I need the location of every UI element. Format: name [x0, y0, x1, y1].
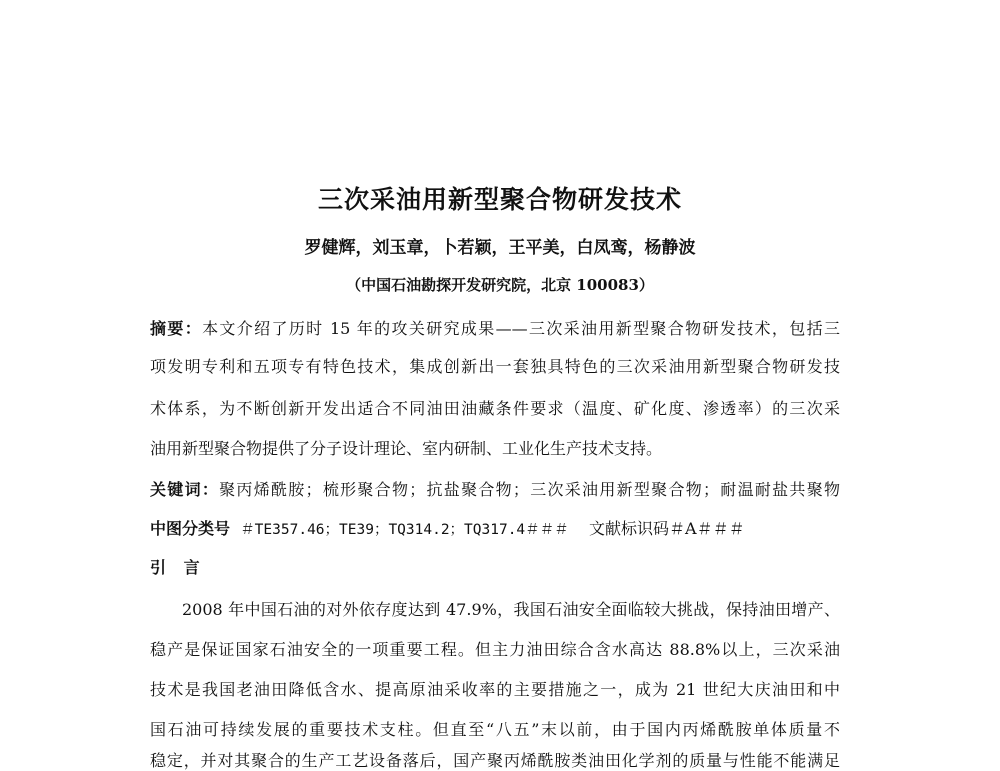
classification-label: 中图分类号: [150, 519, 231, 538]
classification-codes: ＃TE357.46；TE39；TQ314.2；TQ317.4＃＃＃: [240, 522, 569, 538]
abstract-text: 本文介绍了历时 15 年的攻关研究成果——三次采油用新型聚合物研发技术，包括三: [202, 319, 840, 338]
intro-line: 稳定，并对其聚合的生产工艺设备落后，国产聚丙烯酰胺类油田化学剂的质量与性能不能满足: [150, 751, 840, 770]
affiliation: （中国石油勘探开发研究院，北京 100083）: [346, 276, 654, 294]
abstract-line: [150, 316, 840, 339]
section-heading-introduction: 引 言: [150, 558, 206, 577]
keywords-line: [150, 477, 840, 500]
paper-title: 三次采油用新型聚合物研发技术: [317, 185, 682, 214]
intro-line: 国石油可持续发展的重要技术支柱。但直至“八五”末以前，由于国内丙烯酰胺单体质量不: [150, 720, 840, 739]
classification-line: [150, 516, 840, 539]
intro-line: 技术是我国老油田降低含水、提高原油采收率的主要措施之一，成为 21 世纪大庆油田和中: [150, 680, 840, 699]
author-list: 罗健辉，刘玉章，卜若颖，王平美，白凤鸾，杨静波: [304, 238, 696, 258]
keywords-label: 关键词：: [150, 480, 220, 499]
abstract-label: 摘要：: [150, 319, 203, 338]
abstract-line: 项发明专利和五项专有特色技术，集成创新出一套独具特色的三次采油用新型聚合物研发技: [150, 357, 840, 376]
intro-line: 2008 年中国石油的对外依存度达到 47.9%，我国石油安全面临较大挑战，保持油田增产、: [182, 600, 840, 619]
intro-line: 稳产是保证国家石油安全的一项重要工程。但主力油田综合含水高达 88.8%以上，三次采油: [150, 640, 840, 659]
intro-line-cut: [0, 748, 1000, 770]
abstract-line: 术体系，为不断创新开发出适合不同油田油藏条件要求（温度、矿化度、渗透率）的三次采: [150, 399, 840, 418]
abstract-line: 油用新型聚合物提供了分子设计理论、室内研制、工业化生产技术支持。: [150, 439, 663, 458]
keywords-text: 聚丙烯酰胺；梳形聚合物；抗盐聚合物；三次采油用新型聚合物；耐温耐盐共聚物: [219, 480, 840, 499]
document-code: 文献标识码＃A＃＃＃: [589, 519, 745, 538]
